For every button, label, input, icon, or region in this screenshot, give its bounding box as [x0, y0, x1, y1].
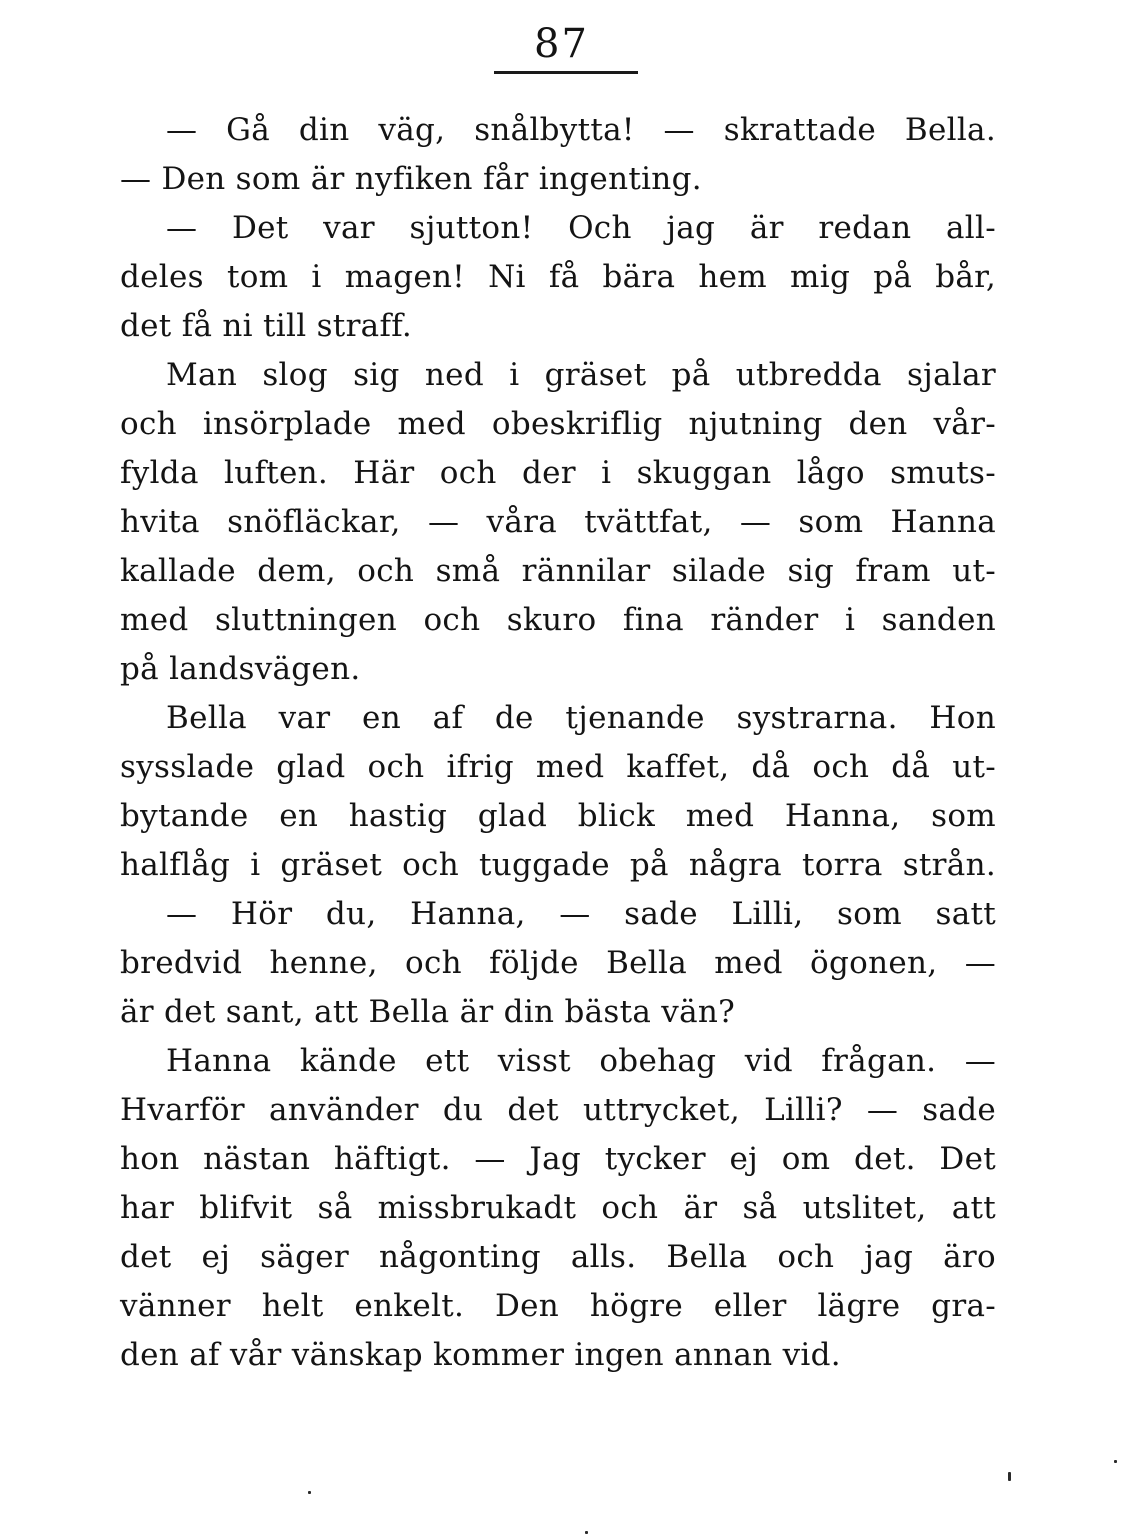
- text-line: har blifvit så missbrukadt och är så utslitet, att: [120, 1190, 996, 1226]
- text-line: med sluttningen och skuro fina ränder i sanden: [120, 602, 996, 638]
- text-line: — Det var sjutton! Och jag är redan all-: [166, 210, 996, 246]
- text-line: halflåg i gräset och tuggade på några torra strån.: [120, 847, 996, 883]
- paragraph: [120, 106, 996, 204]
- text-line: Bella var en af de tjenande systrarna. Hon: [166, 700, 996, 736]
- text-line: bredvid henne, och följde Bella med ögonen, —: [120, 945, 996, 981]
- text-line: Hvarför använder du det uttrycket, Lilli? — sade: [120, 1092, 996, 1128]
- text-line: vänner helt enkelt. Den högre eller lägre gra-: [120, 1288, 996, 1324]
- text-line: Man slog sig ned i gräset på utbredda sjalar: [166, 357, 996, 393]
- paragraph: [120, 694, 996, 890]
- text-line: sysslade glad och ifrig med kaffet, då och då ut-: [120, 749, 996, 785]
- scan-speck: [1008, 1472, 1011, 1481]
- text-line: bytande en hastig glad blick med Hanna, som: [120, 798, 996, 834]
- text-line: den af vår vänskap kommer ingen annan vid.: [120, 1337, 841, 1373]
- paragraph: [120, 1037, 996, 1380]
- text-line: — Gå din väg, snålbytta! — skrattade Bella.: [166, 112, 996, 148]
- text-line: och insörplade med obeskriflig njutning den vår-: [120, 406, 996, 442]
- page-text: [120, 106, 996, 1380]
- text-line: — Den som är nyfiken får ingenting.: [120, 161, 702, 197]
- text-line: det få ni till straff.: [120, 308, 413, 344]
- scan-speck: [1114, 1460, 1117, 1463]
- paragraph: [120, 204, 996, 351]
- scan-speck: [585, 1531, 588, 1534]
- text-line: fylda luften. Här och der i skuggan lågo smuts-: [120, 455, 996, 491]
- text-line: hon nästan häftigt. — Jag tycker ej om det. Det: [120, 1141, 996, 1177]
- page-number-rule: [494, 71, 638, 74]
- text-line: är det sant, att Bella är din bästa vän?: [120, 994, 736, 1030]
- text-line: Hanna kände ett visst obehag vid frågan. —: [166, 1043, 996, 1079]
- text-line: — Hör du, Hanna, — sade Lilli, som satt: [166, 896, 996, 932]
- paragraph: [120, 351, 996, 694]
- text-line: deles tom i magen! Ni få bära hem mig på bår,: [120, 259, 996, 295]
- text-line: kallade dem, och små rännilar silade sig fram ut-: [120, 553, 996, 589]
- scan-speck: [308, 1491, 311, 1494]
- text-line: det ej säger någonting alls. Bella och jag äro: [120, 1239, 996, 1275]
- text-line: på landsvägen.: [120, 651, 361, 687]
- paragraph: [120, 890, 996, 1037]
- page-number: 87: [534, 21, 589, 67]
- text-line: hvita snöfläckar, — våra tvättfat, — som Hanna: [120, 504, 996, 540]
